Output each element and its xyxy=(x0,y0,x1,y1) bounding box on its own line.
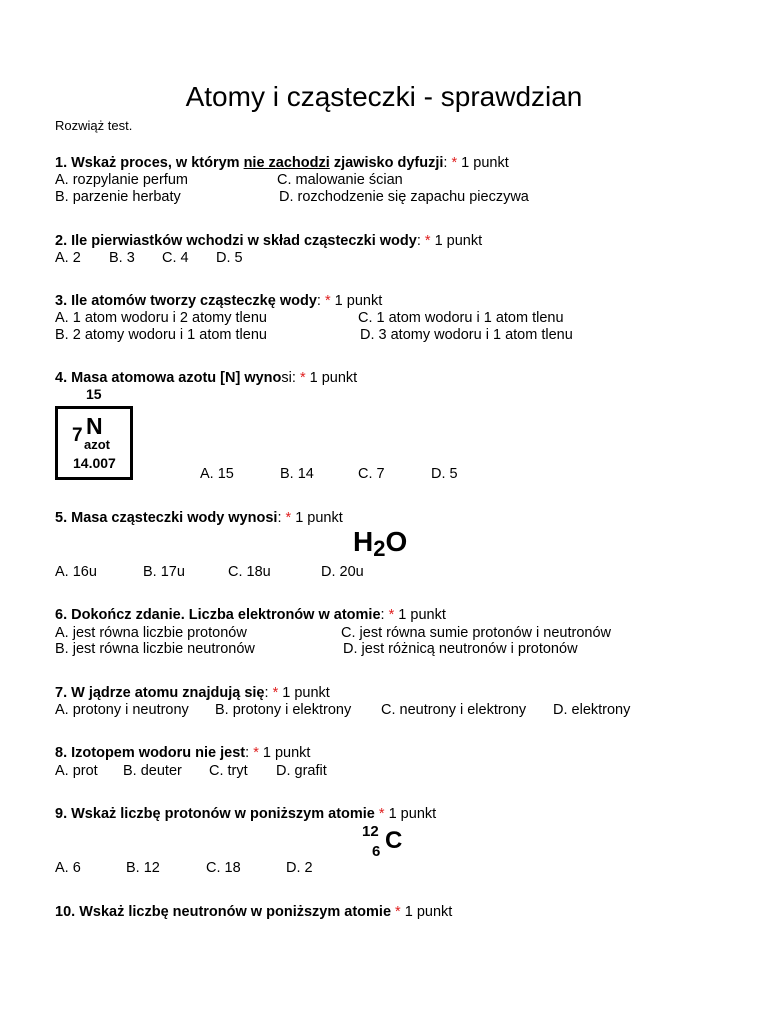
q1-option-b[interactable]: B. parzenie herbaty xyxy=(55,189,181,205)
isotope-atomic-number: 6 xyxy=(372,843,381,860)
required-star: * xyxy=(253,745,259,761)
element-atomic-mass: 14.007 xyxy=(73,455,116,471)
q7-colon: : xyxy=(264,685,269,701)
q2-points: 1 punkt xyxy=(434,233,483,249)
q9-option-d[interactable]: D. 2 xyxy=(286,860,313,876)
formula-h: H xyxy=(353,526,374,557)
required-star: * xyxy=(285,510,292,526)
q8-colon: : xyxy=(245,745,250,761)
q3-colon: : xyxy=(316,293,321,309)
q3-option-c[interactable]: C. 1 atom wodoru i 1 atom tlenu xyxy=(358,310,564,326)
page-title: Atomy i cząsteczki - sprawdzian xyxy=(185,81,583,112)
q2-option-d[interactable]: D. 5 xyxy=(216,250,243,266)
q6-option-d[interactable]: D. jest różnicą neutronów i protonów xyxy=(343,641,578,657)
q8-option-a[interactable]: A. prot xyxy=(55,763,98,779)
question-8 xyxy=(55,745,310,762)
q3-option-b[interactable]: B. 2 atomy wodoru i 1 atom tlenu xyxy=(55,327,267,343)
q7-option-b[interactable]: B. protony i elektrony xyxy=(215,702,352,718)
q9-points: 1 punkt xyxy=(388,806,437,822)
q1-number: 1. xyxy=(55,155,68,171)
q8-option-c[interactable]: C. tryt xyxy=(209,763,248,779)
q3-option-a[interactable]: A. 1 atom wodoru i 2 atomy tlenu xyxy=(55,310,267,326)
element-symbol: N xyxy=(86,413,103,439)
q9-option-b[interactable]: B. 12 xyxy=(126,860,160,876)
q4-option-a[interactable]: A. 15 xyxy=(200,466,234,482)
q2-text: Ile pierwiastków wchodzi w skład cząsteczki wody xyxy=(71,233,417,249)
q9-text: Wskaż liczbę protonów w poniższym atomie xyxy=(71,806,375,822)
question-6 xyxy=(55,607,446,624)
element-tile-nitrogen xyxy=(55,406,133,480)
q4-option-d[interactable]: D. 5 xyxy=(431,466,458,482)
q1-option-d[interactable]: D. rozchodzenie się zapachu pieczywa xyxy=(279,189,529,205)
required-star: * xyxy=(424,233,431,249)
q2-option-b[interactable]: B. 3 xyxy=(109,250,135,266)
q5-option-a[interactable]: A. 16u xyxy=(55,564,97,580)
q6-number: 6. xyxy=(55,607,68,623)
q5-option-b[interactable]: B. 17u xyxy=(143,564,185,580)
q6-option-b[interactable]: B. jest równa liczbie neutronów xyxy=(55,641,255,657)
q1-points: 1 punkt xyxy=(461,155,509,171)
q6-points: 1 punkt xyxy=(398,607,446,623)
q1-text-post: zjawisko dyfuzji xyxy=(329,155,444,171)
instruction: Rozwiąż test. xyxy=(55,118,133,133)
q5-option-d[interactable]: D. 20u xyxy=(321,564,364,580)
q8-number: 8. xyxy=(55,745,68,761)
q10-points: 1 punkt xyxy=(404,904,453,920)
q7-number: 7. xyxy=(55,685,68,701)
formula-o: O xyxy=(385,526,408,557)
q4-text-suffix: si xyxy=(281,370,292,386)
q6-text: Dokończ zdanie. Liczba elektronów w atomie xyxy=(71,607,381,623)
required-star: * xyxy=(272,685,279,701)
required-star: * xyxy=(451,155,458,171)
question-3 xyxy=(55,293,382,310)
q10-text: Wskaż liczbę neutronów w poniższym atomie xyxy=(79,904,392,920)
q7-option-a[interactable]: A. protony i neutrony xyxy=(55,702,189,718)
question-7 xyxy=(55,685,330,702)
q4-text: Masa atomowa azotu [N] wyno xyxy=(71,370,282,386)
q5-number: 5. xyxy=(55,510,68,526)
q8-text: Izotopem wodoru nie jest xyxy=(71,745,246,761)
water-formula xyxy=(353,526,407,566)
required-star: * xyxy=(324,293,331,309)
question-1 xyxy=(55,155,509,172)
q5-points: 1 punkt xyxy=(295,510,343,526)
required-star: * xyxy=(388,607,395,623)
q1-text-pre: Wskaż proces, w którym xyxy=(71,155,244,171)
element-mass-number: 15 xyxy=(86,386,102,402)
question-10 xyxy=(55,904,452,921)
question-2 xyxy=(55,233,482,250)
q8-option-d[interactable]: D. grafit xyxy=(276,763,327,779)
q2-number: 2. xyxy=(55,233,68,249)
q6-colon: : xyxy=(380,607,385,623)
q8-points: 1 punkt xyxy=(262,745,311,761)
q3-number: 3. xyxy=(55,293,68,309)
q3-text: Ile atomów tworzy cząsteczkę wody xyxy=(71,293,317,309)
q9-option-a[interactable]: A. 6 xyxy=(55,860,81,876)
q4-option-b[interactable]: B. 14 xyxy=(280,466,314,482)
q1-option-c[interactable]: C. malowanie ścian xyxy=(277,172,403,188)
formula-subscript: 2 xyxy=(373,536,386,561)
q7-points: 1 punkt xyxy=(282,685,330,701)
q7-option-d[interactable]: D. elektrony xyxy=(553,702,631,718)
q9-number: 9. xyxy=(55,806,68,822)
required-star: * xyxy=(395,904,401,920)
q3-points: 1 punkt xyxy=(334,293,383,309)
isotope-symbol: C xyxy=(385,827,403,854)
required-star: * xyxy=(378,806,385,822)
q1-text-underlined: nie zachodzi xyxy=(243,155,330,171)
q7-text: W jądrze atomu znajdują się xyxy=(71,685,265,701)
q6-option-a[interactable]: A. jest równa liczbie protonów xyxy=(55,625,247,641)
element-name: azot xyxy=(84,437,110,452)
q6-option-c[interactable]: C. jest równa sumie protonów i neutronów xyxy=(341,625,611,641)
q4-option-c[interactable]: C. 7 xyxy=(358,466,385,482)
q8-option-b[interactable]: B. deuter xyxy=(123,763,182,779)
q3-option-d[interactable]: D. 3 atomy wodoru i 1 atom tlenu xyxy=(360,327,573,343)
q2-colon: : xyxy=(416,233,421,249)
question-5 xyxy=(55,510,343,527)
question-9 xyxy=(55,806,436,823)
question-4 xyxy=(55,370,357,387)
q5-colon: : xyxy=(277,510,282,526)
q5-text: Masa cząsteczki wody wynosi xyxy=(71,510,278,526)
q4-number: 4. xyxy=(55,370,68,386)
q10-number: 10. xyxy=(55,904,76,920)
q9-option-c[interactable]: C. 18 xyxy=(206,860,241,876)
isotope-mass-number: 12 xyxy=(362,823,379,840)
q4-colon: : xyxy=(291,370,296,386)
q1-option-a[interactable]: A. rozpylanie perfum xyxy=(55,172,188,188)
required-star: * xyxy=(299,370,306,386)
q2-option-a[interactable]: A. 2 xyxy=(55,250,81,266)
q2-option-c[interactable]: C. 4 xyxy=(162,250,189,266)
q4-points: 1 punkt xyxy=(309,370,358,386)
q5-option-c[interactable]: C. 18u xyxy=(228,564,271,580)
q1-colon: : xyxy=(443,155,448,171)
element-atomic-number: 7 xyxy=(72,425,83,446)
q7-option-c[interactable]: C. neutrony i elektrony xyxy=(381,702,527,718)
